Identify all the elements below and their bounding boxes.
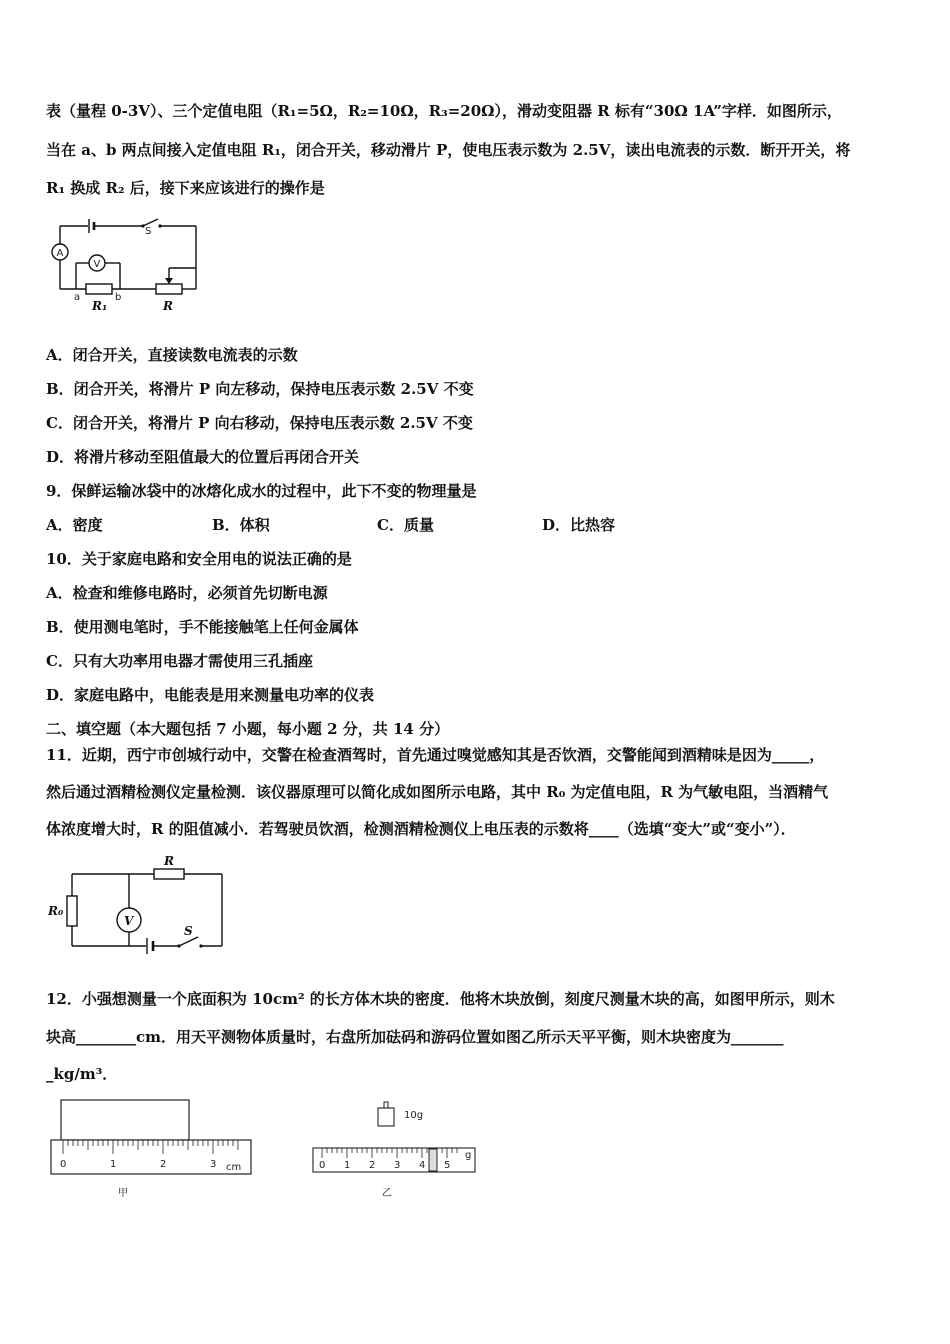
q12-yi-weight-label: 10g <box>404 1110 424 1121</box>
q12-line-1: 12．小强想测量一个底面积为 10cm² 的长方体木块的密度．他将木块放倒，刻度尺测量木块的高，如图甲所示，则木 <box>46 990 835 1008</box>
q8-line-2: 当在 a、b 两点间接入定值电阻 R₁，闭合开关，移动滑片 P，使电压表示数为 2.5V，读出电流表的示数．断开开关，将 <box>46 141 851 159</box>
q8-point-a-label: a <box>74 292 81 303</box>
q12-line-2: 块高________cm．用天平测物体质量时，右盘所加砝码和游码位置如图乙所示天平平衡，则木块密度为_______ <box>46 1028 784 1046</box>
q11-r0-label: R₀ <box>48 904 64 918</box>
q12-figure-yi <box>310 1096 490 1202</box>
q11-r-label: R <box>164 854 174 868</box>
q8-voltmeter-label: V <box>93 259 101 270</box>
q12-yi-unit: g <box>465 1150 472 1161</box>
q10-option-c: C．只有大功率用电器才需使用三孔插座 <box>46 652 313 670</box>
q9-options-row <box>46 515 746 535</box>
q12-yi-tick-2: 2 <box>369 1160 376 1171</box>
q12-figure-jia <box>48 1096 258 1202</box>
q11-line-3: 体浓度增大时，R 的阻值减小．若驾驶员饮酒，检测酒精检测仪上电压表的示数将____（选填“变大”或“变小”）． <box>46 820 796 838</box>
q11-line-2: 然后通过酒精检测仪定量检测．该仪器原理可以简化成如图所示电路，其中 R₀ 为定值电阻，R 为气敏电阻，当酒精气 <box>46 783 829 801</box>
q12-line-3: _kg/m³． <box>46 1065 118 1083</box>
q12-jia-tick-3: 3 <box>210 1159 217 1170</box>
q9-option-a: A．密度 <box>46 516 103 534</box>
q8-option-a: A．闭合开关，直接读数电流表的示数 <box>46 346 298 364</box>
q11-line-1: 11．近期，西宁市创城行动中，交警在检查酒驾时，首先通过嗅觉感知其是否饮酒，交警能闻到酒精味是因为_____， <box>46 746 825 764</box>
q9-option-c: C．质量 <box>377 516 434 534</box>
q12-yi-tick-3: 3 <box>394 1160 401 1171</box>
q8-line-3: R₁ 换成 R₂ 后，接下来应该进行的操作是 <box>46 179 325 197</box>
q12-yi-tick-1: 1 <box>344 1160 351 1171</box>
q12-jia-tick-0: 0 <box>60 1159 67 1170</box>
q9-option-b: B．体积 <box>212 516 270 534</box>
q8-circuit-figure <box>48 212 208 316</box>
q11-circuit-figure <box>46 852 231 956</box>
q12-yi-tick-5: 5 <box>444 1160 451 1171</box>
q12-yi-tick-0: 0 <box>319 1160 326 1171</box>
q10-stem: 10．关于家庭电路和安全用电的说法正确的是 <box>46 550 352 568</box>
q8-option-b: B．闭合开关，将滑片 P 向左移动，保持电压表示数 2.5V 不变 <box>46 380 474 398</box>
q9-option-d: D．比热容 <box>542 516 616 534</box>
q8-ammeter-label: A <box>56 248 64 259</box>
q8-switch-label: S <box>145 226 152 237</box>
q12-yi-caption: 乙 <box>382 1188 392 1199</box>
q12-jia-caption: 甲 <box>118 1188 128 1199</box>
q8-option-c: C．闭合开关，将滑片 P 向右移动，保持电压表示数 2.5V 不变 <box>46 414 473 432</box>
q12-jia-tick-1: 1 <box>110 1159 117 1170</box>
q10-option-b: B．使用测电笔时，手不能接触笔上任何金属体 <box>46 618 359 636</box>
q11-switch-label: S <box>184 924 193 938</box>
q8-line-1: 表（量程 0-3V）、三个定值电阻（R₁=5Ω，R₂=10Ω，R₃=20Ω），滑动变阻器 R 标有“30Ω 1A”字样．如图所示， <box>46 102 842 120</box>
q8-option-d: D．将滑片移动至阻值最大的位置后再闭合开关 <box>46 448 360 466</box>
q10-option-a: A．检查和维修电路时，必须首先切断电源 <box>46 584 328 602</box>
q12-yi-tick-4: 4 <box>419 1160 426 1171</box>
q8-rheostat-label: R <box>163 299 173 313</box>
section-2-heading: 二、填空题（本大题包括 7 小题，每小题 2 分，共 14 分） <box>46 720 450 738</box>
q11-voltmeter-label: V <box>124 914 134 928</box>
q8-point-b-label: b <box>115 292 122 303</box>
q8-resistor-label: R₁ <box>92 299 108 313</box>
q10-option-d: D．家庭电路中，电能表是用来测量电功率的仪表 <box>46 686 375 704</box>
q12-jia-tick-2: 2 <box>160 1159 167 1170</box>
q12-jia-unit: cm <box>226 1162 242 1173</box>
q9-stem: 9．保鲜运输冰袋中的冰熔化成水的过程中，此下不变的物理量是 <box>46 482 477 500</box>
